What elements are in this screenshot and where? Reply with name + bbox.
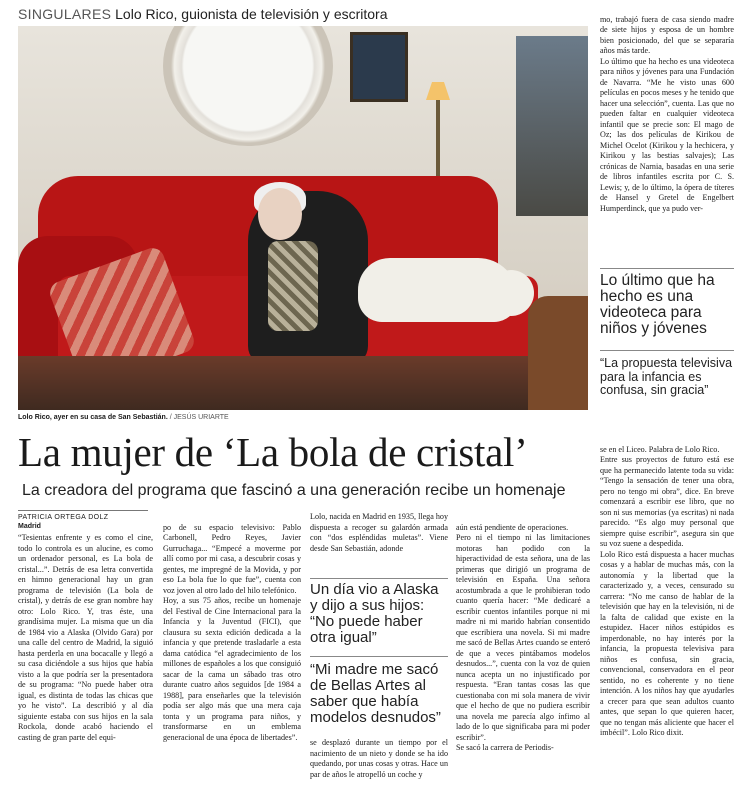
pull-quote-videoteca: Lo último que ha hecho es una videoteca para niños y jóvenes [600, 272, 715, 337]
floor [18, 356, 588, 410]
bookshelf [516, 36, 588, 216]
headline: La mujer de ‘La bola de cristal’ [18, 429, 528, 475]
column-text: po de su espacio televisivo: Pablo Carbonell, Pedro Reyes, Javier Gurruchaga... “Empecé a moverme por allí como por mi casa, a descubrir cosas y gentes, me impregné de la Movida, y por eso La bola fue lo que fue”, cuenta con voz joven al otro lado del hilo telefónico. Hoy, a sus 75 años, recibe un homenaje del Festival de Cine Internacional para la Infancia y la Juventud (FICI), que clausura su sexta edición dedicada a la infancia y que pretende trasladarle a esta dama catódica “el agradecimiento de los millones de españoles a los que consiguió sacar de la cama un sábado tras otro durante cuatro años seguidos [de 1984 a 1988], para enseñarles que la televisión podía ser algo más que una mera caja tonta y un programa para niños, y transformarse en un emblema generacional de una época de libertades”. [163, 522, 301, 742]
body-column-2 [163, 512, 301, 795]
column-text: “Tesientas enfrente y es como el cine, todo lo controla es un alucine, es como un ordenador personal, es La bola de cristal...”. Detrás de esa letra convertida en himno generacional hay un gran programa de televisión (La bola de cristal), y detrás de ese gran nombre hay otro: Lolo Rico. Y, tras éste, una grandísima mujer. La misma que un día de 1984 vio a Alaska (Olvido Gara) por una calle del centro de Madrid, la siguió hasta perderla en una bocacalle y llegó a su casa diciéndole a sus hijos que había visto a la que podría ser la presentadora de su programa: “No puede haber otra igual, es distinta de todas las chicas que yo he visto”. La describió y al día siguiente estaba con sus hijos en la sala Rockola, donde acabó haciendo el casting de gran parte del equi- [18, 533, 153, 742]
lamp-stand [436, 100, 440, 180]
column-text: se en el Liceo. Palabra de Lolo Rico. Entre sus proyectos de futuro está ese que ha permanecido latente toda su vida: “Tengo la sensación de tener una obra, pero no tengo mi obra”, dice. En breve comenzará a escribir ese libro, que no son ni sus memorias (ya escritas) ni nada parecido. “Es algo muy personal que siempre quise escribir”, asegura sin que su voz suene a despedida. Lolo Rico está dispuesta a hacer muchas cosas y a hablar de muchas más, con la autonomía y la libertad que la caracterizado y, a veces, censurado su carrera: “No me canso de hablar de la televisión que hay en la televisión, ni de la falta de calidad que existe en la estupidez. Hacer niños estúpidos es imperdonable, no hay interés por la infancia, la propuesta televisiva para niños es confusa, sin gracia, convencional, conservadora en el peor sentido, no es coherente y no tiene intención. A los niños hay que ayudarles a crecer para que sean adultos cuanto antes, que sepan lo que quieren hacer, que no tengan más aliciente que hacer el imbécil”. Lolo Rico dixit. [600, 444, 734, 737]
column-text: mo, trabajó fuera de casa siendo madre de siete hijos y esposa de un hombre bien posicionado, del que se separaría años más tarde. Lo último que ha hecho es una videoteca para niños y jóvenes para una Fundación de Navarra. “Me he visto unas 600 películas en pocos meses y he tenido que hacer una selección”, cuenta. Las que no pueden faltar en cualquier videoteca infantil que se precie son: El mago de Oz; las dos películas de Kirikou de Michel Ocelot (Kirikou y la hechicera, y Kirikou y las bestias salvajes); Las crónicas de Narnia, basadas en una serie de libros infantiles escrita por C. S. Lewis; y, de lo último, la ópera de títeres de Hansel y Gretel de Engelbert Humperdinck, que ya pudo ver- [600, 14, 734, 213]
side-table [528, 296, 588, 410]
byline [18, 510, 148, 531]
caption-text: Lolo Rico, ayer en su casa de San Sebastián. [18, 414, 168, 421]
photo-caption [18, 414, 229, 421]
byline-author: PATRICIA ORTEGA DOLZ [18, 514, 109, 521]
body-column-3-bottom [310, 738, 448, 796]
pull-quote-rule [310, 656, 448, 657]
face [258, 188, 302, 240]
body-column-5-top [600, 4, 734, 262]
pull-quote-rule [600, 268, 734, 269]
scarf [268, 241, 318, 331]
wall-painting [350, 32, 408, 102]
deck: La creadora del programa que fascinó a una generación recibe un homenaje [22, 482, 566, 499]
column-text: Lolo, nacida en Madrid en 1935, llega hoy dispuesta a recoger su galardón armada con “dos espléndidas muletas”. Viene desde San Sebastián, adonde [310, 512, 448, 553]
body-column-5-bottom [600, 434, 734, 796]
section-subject: Lolo Rico, guionista de televisión y escritora [115, 6, 388, 22]
caption-credit: / JESÚS URIARTE [169, 414, 229, 421]
column-text: se desplazó durante un tiempo por el nacimiento de un nieto y donde se ha ido quedando, por unas cosas y otras. Hace un par de años le atropelló un coche y [310, 738, 448, 779]
pull-quote-rule [310, 578, 448, 579]
dog-head [488, 270, 534, 316]
article-photo [18, 26, 588, 410]
body-column-1 [18, 533, 153, 795]
pull-quote-bellas-artes: “Mi madre me sacó de Bellas Artes al saber que había modelos desnudos” [310, 661, 441, 726]
byline-place: Madrid [18, 523, 41, 530]
column-text: aún está pendiente de operaciones. Pero ni el tiempo ni las limitaciones motoras han podido con la hiperactividad de esta señora, una de las primeras que dirigió un programa de televisión en España. Una señora acostumbrada a que le prohibieran todo cuanto quería hacer: “Me dedicaré a escribir cuentos infantiles porque ni mi madre ni mi marido habrían consentido que escribiera una novela. Si mi madre me sacó de Bellas Artes cuando se enteró de que a veces pintábamos modelos desnudos...”, cuenta con la voz de quien nunca acepta un no injustificado por respuesta. “Eran tantas cosas las que cuestionaba con mi sola manera de vivir que el hecho de que no pudiera escribir una novela me parecía algo ínfimo al lado de lo que significaba para mi poder escribir”. Se sacó la carrera de Periodis- [456, 522, 590, 752]
pull-quote-propuesta: “La propuesta televisiva para la infancia es confusa, sin gracia” [600, 356, 733, 397]
section-header [18, 6, 388, 22]
pull-quote-rule [600, 350, 734, 351]
body-column-4 [456, 512, 590, 796]
pull-quote-alaska: Un día vio a Alaska y dijo a sus hijos: “No puede haber otra igual” [310, 581, 439, 646]
body-column-3-top [310, 512, 448, 576]
section-label: SINGULARES [18, 6, 112, 22]
